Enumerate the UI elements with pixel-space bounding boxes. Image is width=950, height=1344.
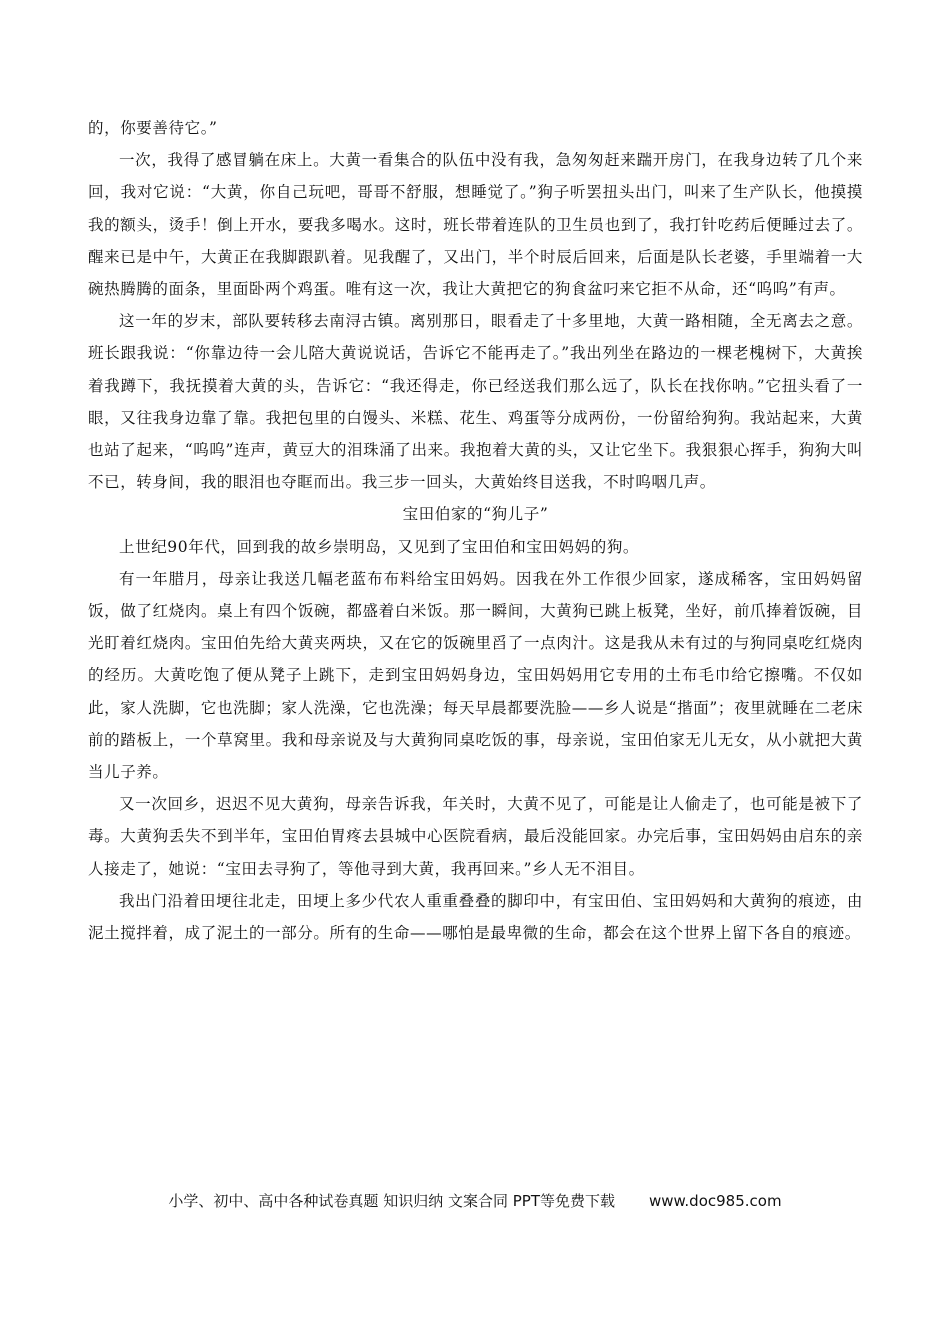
section-title: 宝田伯家的“狗儿子” (402, 505, 549, 524)
footer-site-link[interactable]: www.doc985.com (648, 1192, 782, 1210)
paragraph: 又一次回乡，迟迟不见大黄狗，母亲告诉我，年关时，大黄不见了，可能是让人偷走了，也可能是被下了毒。大黄狗丢失不到半年，宝田伯胃疼去县城中心医院看病，最后没能回家。办完后事，宝田妈妈由启东的亲人接走了，她说：“宝田去寻狗了，等他寻到大黄，我再回来。”乡人无不泪目。 (88, 795, 863, 878)
paragraph: 的，你要善待它。” (88, 119, 218, 137)
paragraph: 有一年腊月，母亲让我送几幅老蓝布布料给宝田妈妈。因我在外工作很少回家，遂成稀客，宝田妈妈留饭，做了红烧肉。桌上有四个饭碗，都盛着白米饭。那一瞬间，大黄狗已跳上板凳，坐好，前爪捧着饭碗，目光盯着红烧肉。宝田伯先给大黄夹两块，又在它的饭碗里舀了一点肉汁。这是我从未有过的与狗同桌吃红烧肉的经历。大黄吃饱了便从凳子上跳下，走到宝田妈妈身边，宝田妈妈用它专用的土布毛巾给它擦嘴。不仅如此，家人洗脚，它也洗脚；家人洗澡，它也洗澡；每天早晨都要洗脸——乡人说是“揩面”；夜里就睡在二老床前的踏板上，一个草窝里。我和母亲说及与大黄狗同桌吃饭的事，母亲说，宝田伯家无儿无女，从小就把大黄当儿子养。 (88, 569, 863, 782)
paragraph: 我出门沿着田埂往北走，田埂上多少代农人重重叠叠的脚印中，有宝田伯、宝田妈妈和大黄狗的痕迹，由泥土搅拌着，成了泥土的一部分。所有的生命——哪怕是最卑微的生命，都会在这个世界上留下各自的痕迹。 (88, 891, 863, 943)
article-body (88, 112, 863, 949)
paragraph: 一次，我得了感冒躺在床上。大黄一看集合的队伍中没有我，急匆匆赶来踹开房门，在我身边转了几个来回，我对它说：“大黄，你自己玩吧，哥哥不舒服，想睡觉了。”狗子听罢扭头出门，叫来了生产队长，他摸摸我的额头，烫手！倒上开水，要我多喝水。这时，班长带着连队的卫生员也到了，我打针吃药后便睡过去了。醒来已是中午，大黄正在我脚跟趴着。见我醒了，又出门，半个时辰后回来，后面是队长老婆，手里端着一大碗热腾腾的面条，里面卧两个鸡蛋。唯有这一次，我让大黄把它的狗食盆叼来它拒不从命，还“呜呜”有声。 (88, 151, 863, 299)
paragraph: 上世纪90年代，回到我的故乡崇明岛，又见到了宝田伯和宝田妈妈的狗。 (119, 537, 640, 556)
footer-text: 小学、初中、高中各种试卷真题 知识归纳 文案合同 PPT等免费下载 (168, 1192, 615, 1210)
page-footer (0, 1187, 950, 1215)
paragraph: 这一年的岁末，部队要转移去南浔古镇。离别那日，眼看走了十多里地，大黄一路相随，全无离去之意。班长跟我说：“你靠边待一会儿陪大黄说说话，告诉它不能再走了。”我出列坐在路边的一棵老槐树下，大黄挨着我蹲下，我抚摸着大黄的头，告诉它：“我还得走，你已经送我们那么远了，队长在找你呐。”它扭头看了一眼，又往我身边靠了靠。我把包里的白馒头、米糕、花生、鸡蛋等分成两份，一份留给狗狗。我站起来，大黄也站了起来，“呜呜”连声，黄豆大的泪珠涌了出来。我抱着大黄的头，又让它坐下。我狠狠心挥手，狗狗大叫不已，转身间，我的眼泪也夺眶而出。我三步一回头，大黄始终目送我，不时呜咽几声。 (88, 312, 863, 492)
